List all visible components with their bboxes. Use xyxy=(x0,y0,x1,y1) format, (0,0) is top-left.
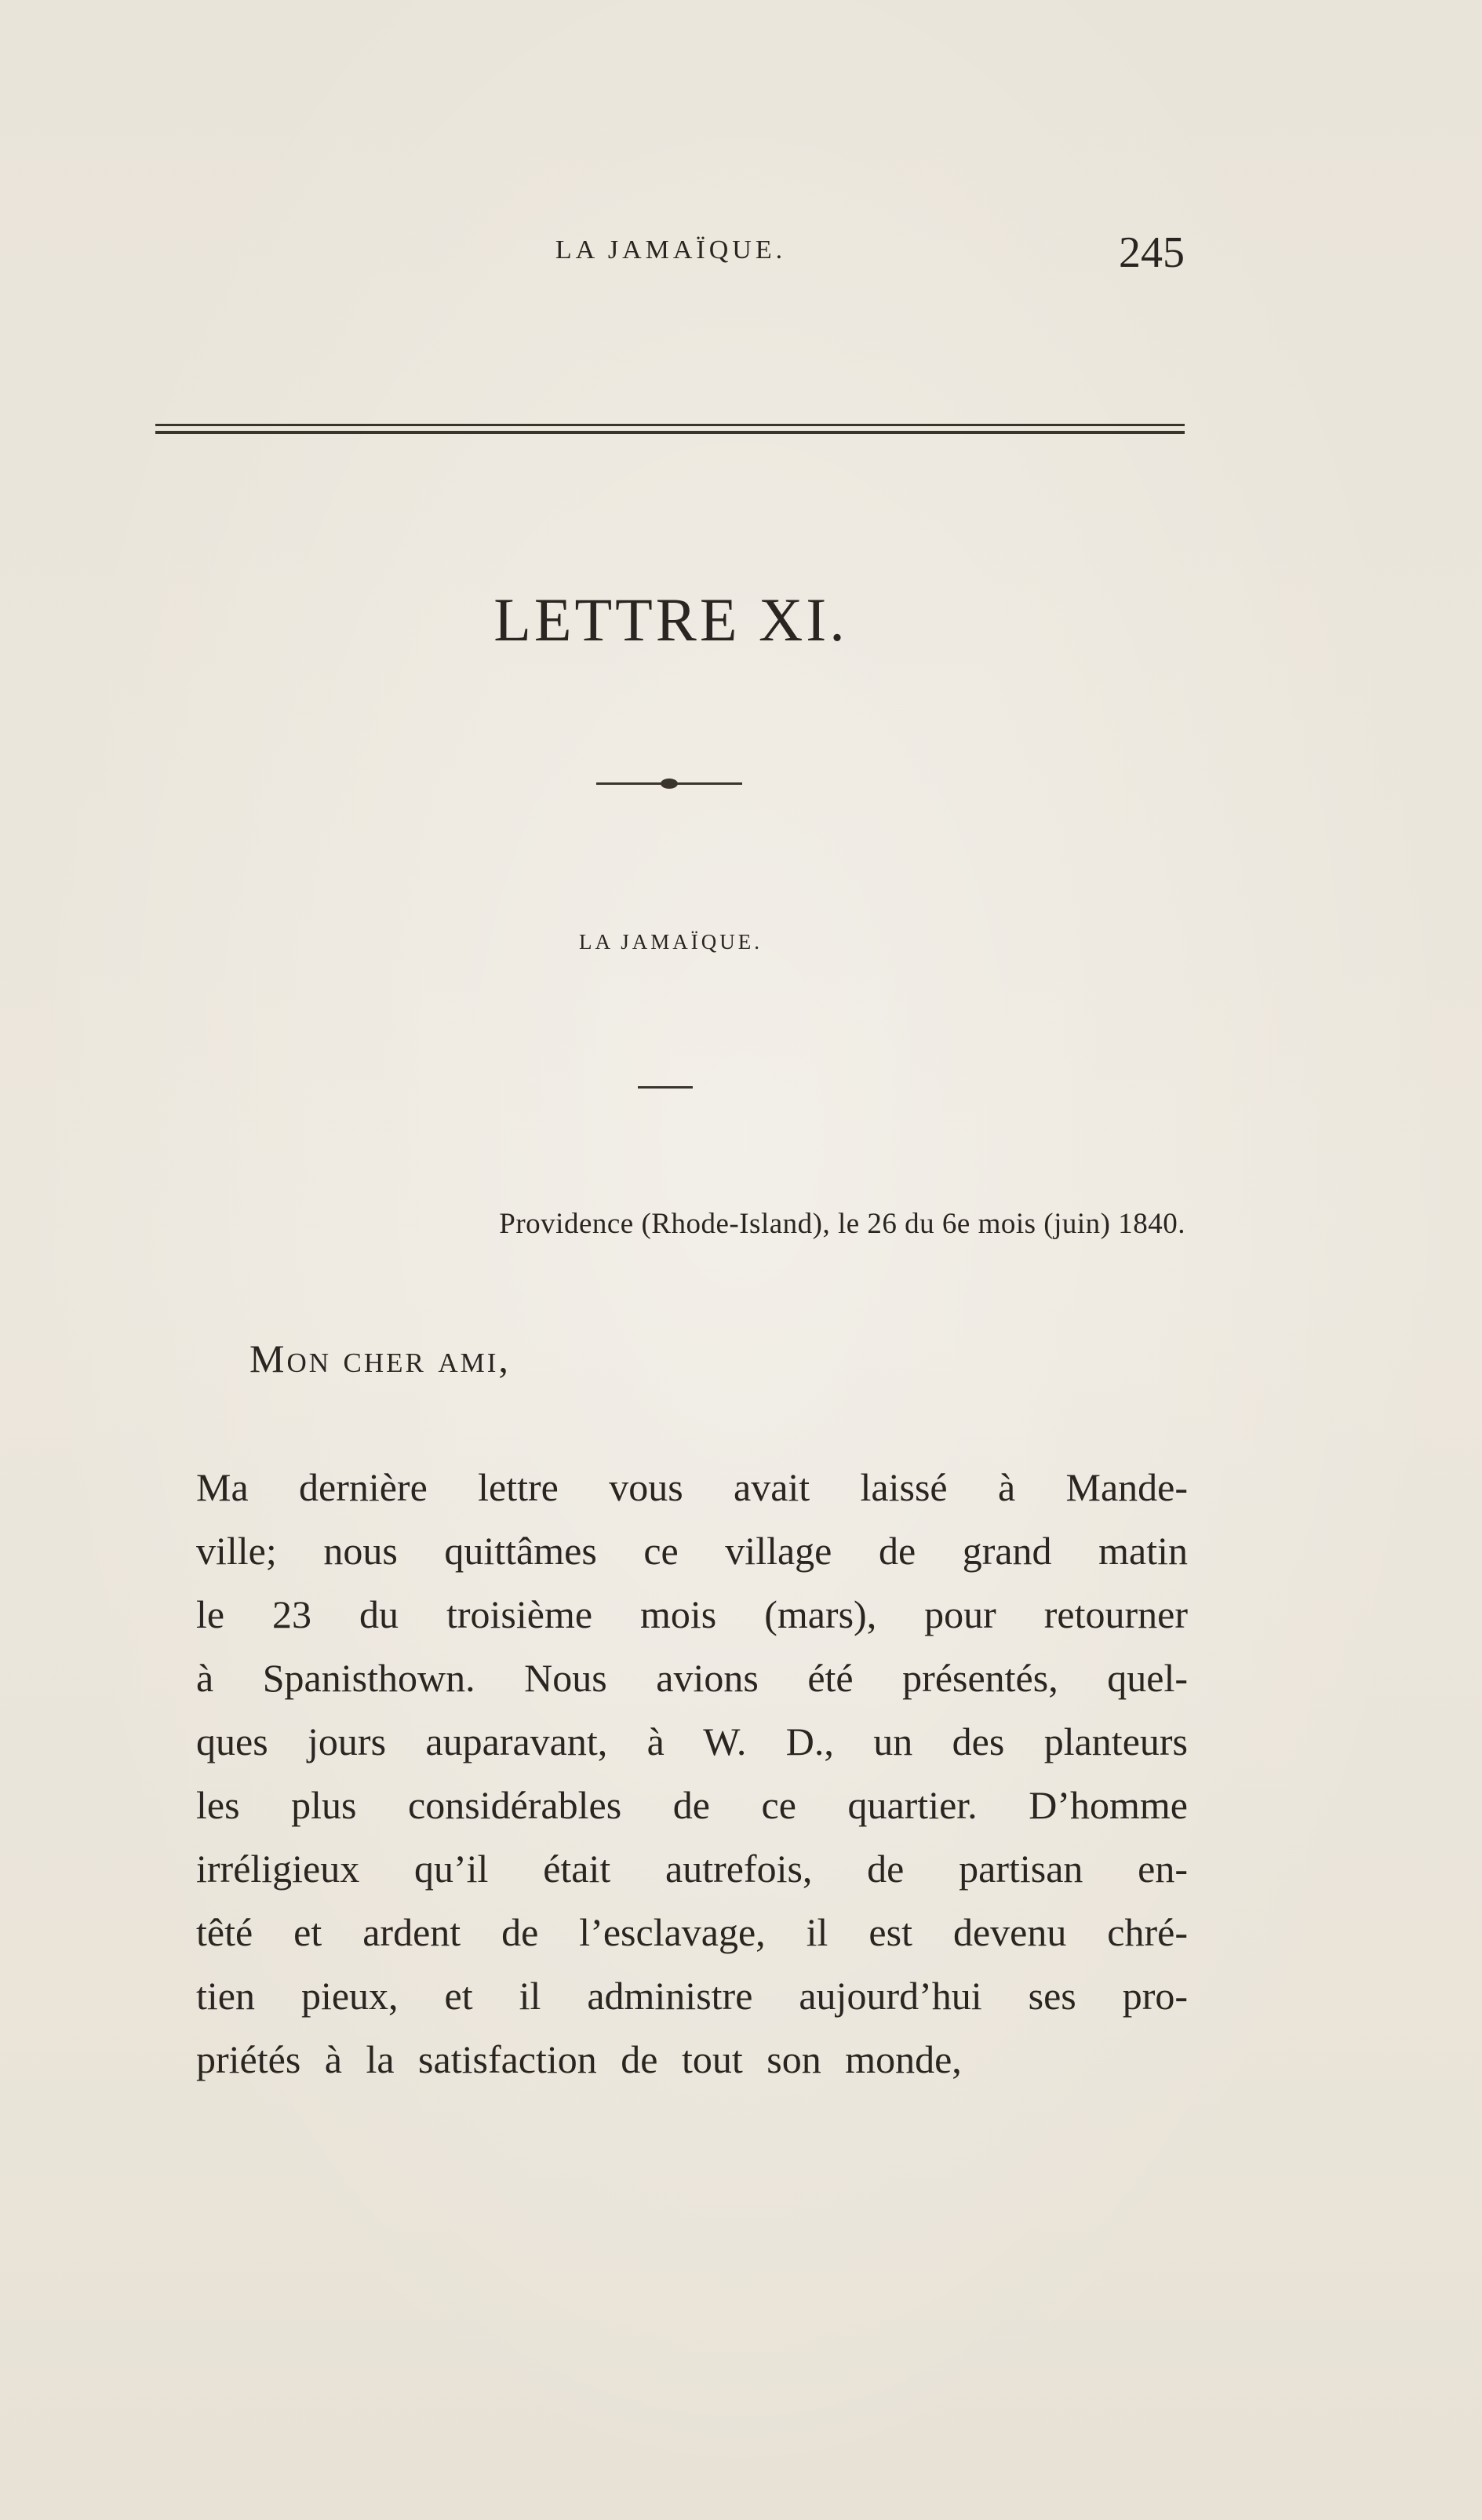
body-line: les plus considérables de ce quartier. D’homme xyxy=(196,1783,1188,1827)
rule-thin-line xyxy=(155,424,1185,426)
double-rule-divider xyxy=(155,424,1185,435)
body-line: tien pieux, et il administre aujourd’hui ses pro- xyxy=(196,1974,1188,2018)
running-title: LA JAMAÏQUE. xyxy=(555,235,787,264)
body-text xyxy=(196,1456,1188,2091)
page-number: 245 xyxy=(1119,228,1185,277)
body-line: têté et ardent de l’esclavage, il est devenu chré- xyxy=(196,1910,1188,1954)
ornament-dot-icon xyxy=(661,779,678,789)
dateline: Providence (Rhode-Island), le 26 du 6e mois (juin) 1840. xyxy=(499,1208,1185,1240)
short-rule-divider xyxy=(638,1086,693,1089)
salutation: Mon cher ami, xyxy=(249,1337,511,1380)
body-line: ques jours auparavant, à W. D., un des planteurs xyxy=(196,1720,1188,1763)
body-line: le 23 du troisième mois (mars), pour retourner xyxy=(196,1592,1188,1636)
body-line: priétés à la satisfaction de tout son monde, xyxy=(196,2037,962,2081)
body-line: Ma dernière lettre vous avait laissé à Mande- xyxy=(196,1465,1188,1509)
rule-thick-line xyxy=(155,431,1185,434)
ornament-divider xyxy=(596,779,742,790)
body-line: irréligieux qu’il était autrefois, de partisan en- xyxy=(196,1847,1188,1891)
running-head xyxy=(157,228,1185,290)
body-line: à Spanisthown. Nous avions été présentés, quel- xyxy=(196,1656,1188,1700)
letter-heading: LETTRE XI. xyxy=(493,585,848,654)
body-line: ville; nous quittâmes ce village de grand matin xyxy=(196,1529,1188,1573)
letter-subheading: LA JAMAÏQUE. xyxy=(579,930,763,954)
